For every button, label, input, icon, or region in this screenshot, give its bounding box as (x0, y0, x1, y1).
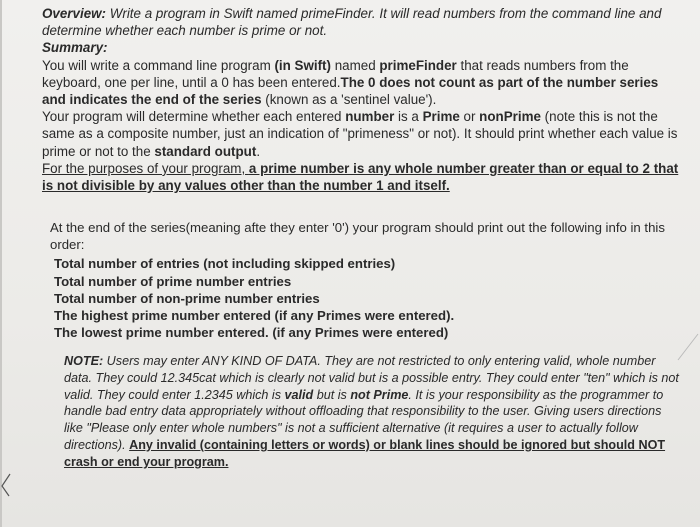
prime-definition: a prime number is any whole number greater than or equal to 2 that is not divisible by any values other than the number 1 and itself. (42, 160, 679, 194)
summary-sentinel-rule: The 0 does not count as part of the number series and indicates the end of the series (42, 74, 659, 108)
note-not-prime: not Prime (350, 387, 409, 402)
note-text-2: but is (313, 387, 351, 402)
note-text-3: . It is your responsibility as the programmer to handle bad entry data appropriately without offloading that responsibility to the user. Giving users directions like "Please only enter whole numbers" is not a sufficient alternative (it requires a user to actually follow directions). (64, 387, 664, 452)
summary-nonprime: nonPrime (479, 109, 541, 125)
overview-label: Overview: (42, 6, 107, 21)
prime-definition-intro: For the purposes of your program, (42, 160, 249, 176)
list-item: Total number of prime number entries (54, 273, 292, 289)
pen-mark (0, 470, 12, 500)
summary-label: Summary: (42, 40, 108, 56)
note-text-1: Users may enter ANY KIND OF DATA. They are not restricted to only entering valid, whole number data. They could 12.345cat which is clearly not valid but is a possible entry. They could enter "ten" which is not valid. They could enter 1.2345 which is (64, 354, 679, 402)
list-item: Total number of entries (not including skipped entries) (54, 256, 396, 272)
summary-text-2: named (330, 57, 380, 73)
output-info-list (54, 255, 678, 341)
list-item: Total number of non-prime number entries (54, 290, 320, 306)
summary-text-8: (note this is not the same as a composite number, just an indication of "primeness" or not). It should print whether each value is prime or not to the (42, 109, 678, 159)
note-block (64, 353, 680, 471)
list-item: The lowest prime number entered. (if any Primes were entered) (54, 325, 449, 341)
note-label: NOTE: (64, 354, 104, 368)
summary-text-5: Your program will determine whether each entered (42, 109, 346, 125)
list-item: The highest prime number entered (if any Primes were entered). (54, 308, 455, 324)
summary-text-6: is a (394, 109, 423, 125)
end-of-series-intro: At the end of the series(meaning afte they enter '0') your program should print out the following info in this order: (50, 220, 665, 253)
summary-text-1: You will write a command line program (42, 57, 275, 73)
summary-text-4: (known as a 'sentinel value'). (261, 92, 437, 108)
summary-text-9: . (256, 143, 261, 159)
summary-program-name: primeFinder (379, 57, 457, 73)
summary-stdout: standard output (154, 143, 257, 159)
summary-prime: Prime (422, 109, 460, 125)
summary-swift: (in Swift) (274, 57, 331, 73)
assignment-sheet (28, 0, 700, 527)
summary-number: number (345, 109, 395, 125)
overview-summary-block (42, 5, 682, 194)
summary-text-3: that reads numbers from the keyboard, one per line, until a 0 has been entered. (42, 57, 629, 90)
overview-text: Write a program in Swift named primeFinder. It will read numbers from the command line and determine whether each number is prime or not. (42, 6, 662, 39)
summary-text-7: or (459, 109, 480, 125)
note-valid: valid (284, 387, 314, 402)
end-of-series-block (50, 219, 678, 341)
page-edge (0, 0, 2, 527)
note-invalid-rule: Any invalid (containing letters or words) or blank lines should be ignored but should NOT crash or end your program. (64, 437, 666, 469)
